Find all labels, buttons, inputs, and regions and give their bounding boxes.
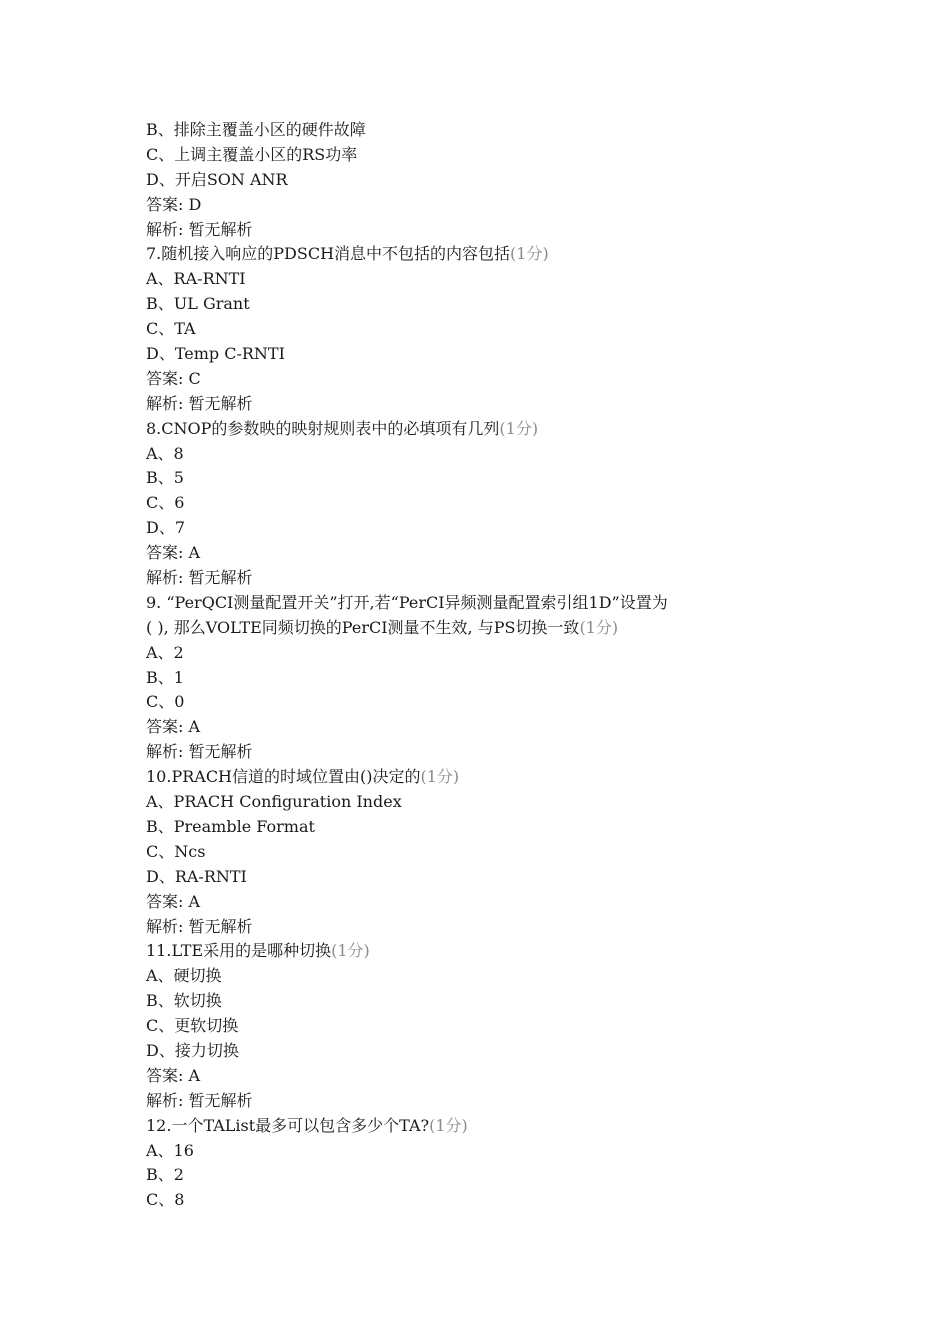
question-7 [146,242,826,416]
question-12 [146,1114,826,1214]
option: C、Ncs [146,841,206,861]
option: B、排除主覆盖小区的硬件故障 [146,120,366,139]
analysis: 解析: 暂无解析 [146,393,253,413]
option: B、1 [146,667,184,687]
option: C、0 [146,692,185,712]
question-stem: 8.CNOP的参数映的映射规则表中的必填项有几列(1分) [146,418,539,438]
option: B、软切换 [146,991,222,1011]
question-stem-continued: ( ), 那么VOLTE同频切换的PerCI测量不生效, 与PS切换一致(1分) [146,617,619,637]
question-stem: 7.随机接入响应的PDSCH消息中不包括的内容包括(1分) [146,244,549,264]
option: B、5 [146,468,184,488]
option: D、7 [146,518,186,538]
answer: 答案: C [146,368,201,388]
option: C、更软切换 [146,1016,239,1036]
option: D、开启SON ANR [146,169,288,189]
question-stem: 9. “PerQCI测量配置开关”打开,若“PerCI异频测量配置索引组1D”设置为 [146,592,668,612]
option: A、RA-RNTI [146,269,246,289]
option: A、2 [146,642,184,662]
answer: 答案: D [146,194,202,214]
option: B、2 [146,1165,184,1185]
analysis: 解析: 暂无解析 [146,568,253,588]
score: (1分) [331,941,370,961]
option: B、Preamble Format [146,816,315,836]
option: C、8 [146,1190,185,1210]
option: B、UL Grant [146,294,250,314]
option: D、Temp C-RNTI [146,344,285,364]
previous-question-tail [146,118,826,242]
question-stem: 10.PRACH信道的时域位置由()决定的(1分) [146,767,460,787]
document-page [146,118,826,1213]
score: (1分) [420,767,460,787]
question-10 [146,765,826,939]
question-stem: 12.一个TAList最多可以包含多少个TA?(1分) [146,1115,468,1135]
analysis: 解析: 暂无解析 [146,219,253,239]
option: C、6 [146,493,185,513]
question-8 [146,417,826,591]
question-stem: 11.LTE采用的是哪种切换(1分) [146,941,370,961]
analysis: 解析: 暂无解析 [146,916,253,936]
score: (1分) [579,617,619,637]
score: (1分) [429,1115,468,1135]
answer: 答案: A [146,891,201,911]
question-9 [146,591,826,765]
answer: 答案: A [146,543,201,563]
option: A、硬切换 [146,966,222,986]
option: D、接力切换 [146,1040,239,1060]
option: D、RA-RNTI [146,866,247,886]
option: A、PRACH Configuration Index [146,792,402,812]
analysis: 解析: 暂无解析 [146,742,253,762]
question-11 [146,939,826,1113]
analysis: 解析: 暂无解析 [146,1090,253,1110]
score: (1分) [510,244,549,264]
option: C、上调主覆盖小区的RS功率 [146,144,358,164]
score: (1分) [499,418,539,438]
option: A、8 [146,443,184,463]
option: A、16 [146,1140,194,1160]
answer: 答案: A [146,1065,201,1085]
option: C、TA [146,319,196,339]
answer: 答案: A [146,717,201,737]
